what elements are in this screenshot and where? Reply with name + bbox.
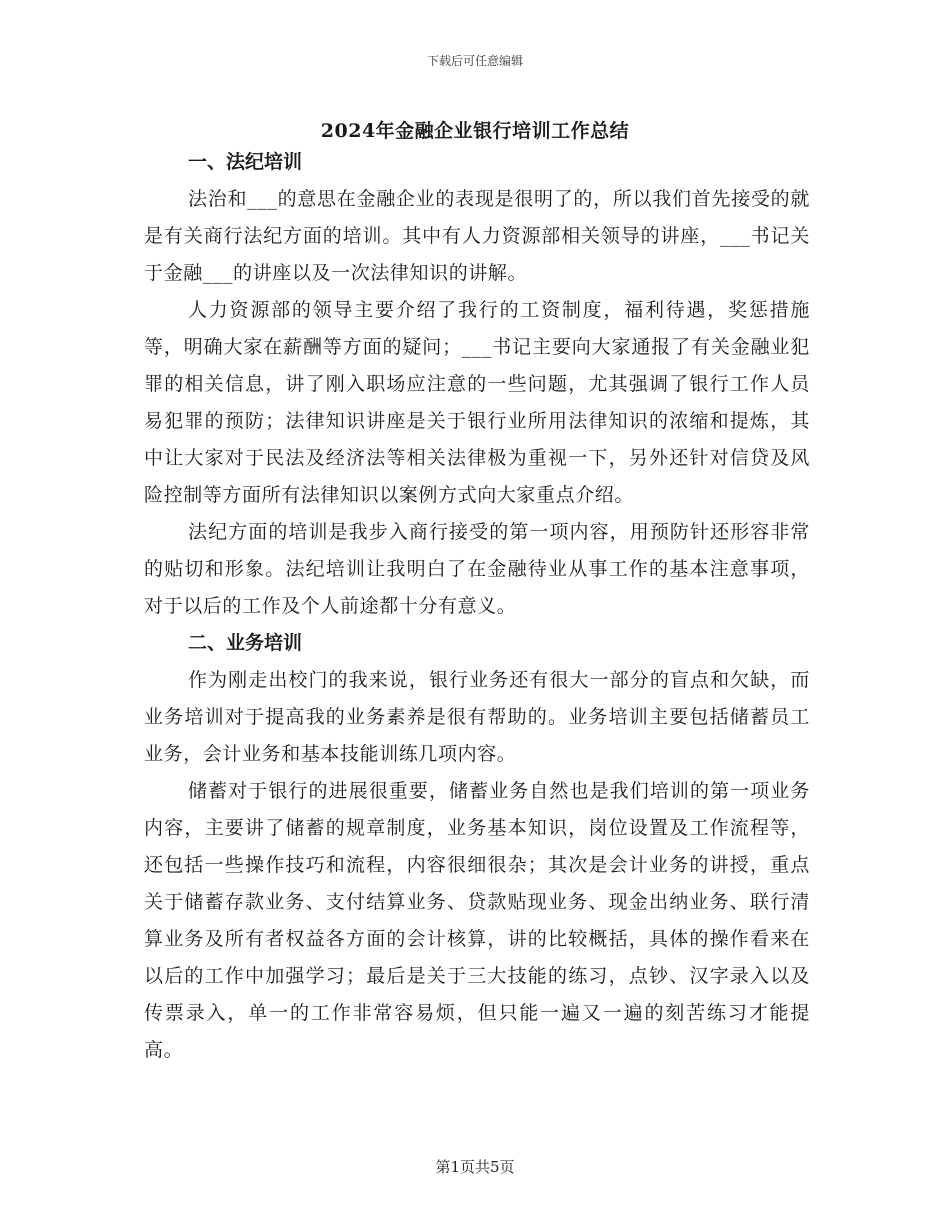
paragraph: 法治和___的意思在金融企业的表现是很明了的，所以我们首先接受的就是有关商行法纪方面的培训。其中有人力资源部相关领导的讲座，___书记关于金融___的讲座以及一次法律知识的讲解。 (144, 188, 810, 284)
header-note: 下载后可任意编辑 (426, 54, 523, 68)
page-indicator: 第1页共5页 (435, 1158, 515, 1176)
section-legal-training (144, 144, 810, 625)
document-title: 2024年金融企业银行培训工作总结 (320, 120, 630, 142)
section-business-training (144, 625, 810, 1069)
paragraph: 法纪方面的培训是我步入商行接受的第一项内容，用预防针还形容非常的贴切和形象。法纪培训让我明白了在金融待业从事工作的基本注意事项，对于以后的工作及个人前途都十分有意义。 (144, 521, 810, 617)
paragraph: 人力资源部的领导主要介绍了我行的工资制度，福利待遇，奖惩措施等，明确大家在薪酬等方面的疑问；___书记主要向大家通报了有关金融业犯罪的相关信息，讲了刚入职场应注意的一些问题，尤其强调了银行工作人员易犯罪的预防；法律知识讲座是关于银行业所用法律知识的浓缩和提炼，其中让大家对于民法及经济法等相关法律极为重视一下，另外还针对信贷及风险控制等方面所有法律知识以案例方式向大家重点介绍。 (144, 299, 810, 506)
paragraph: 作为刚走出校门的我来说，银行业务还有很大一部分的盲点和欠缺，而业务培训对于提高我的业务素养是很有帮助的。业务培训主要包括储蓄员工业务，会计业务和基本技能训练几项内容。 (144, 669, 810, 765)
section-heading: 二、业务培训 (188, 632, 303, 654)
document-body (144, 144, 810, 1069)
section-heading: 一、法纪培训 (188, 151, 303, 173)
paragraph: 储蓄对于银行的进展很重要，储蓄业务自然也是我们培训的第一项业务内容，主要讲了储蓄的规章制度，业务基本知识，岗位设置及工作流程等，还包括一些操作技巧和流程，内容很细很杂；其次是会计业务的讲授，重点关于储蓄存款业务、支付结算业务、贷款贴现业务、现金出纳业务、联行清算业务及所有者权益各方面的会计核算，讲的比较概括，具体的操作看来在以后的工作中加强学习；最后是关于三大技能的练习，点钞、汉字录入以及传票录入，单一的工作非常容易烦，但只能一遍又一遍的刻苦练习才能提高。 (144, 780, 810, 1061)
